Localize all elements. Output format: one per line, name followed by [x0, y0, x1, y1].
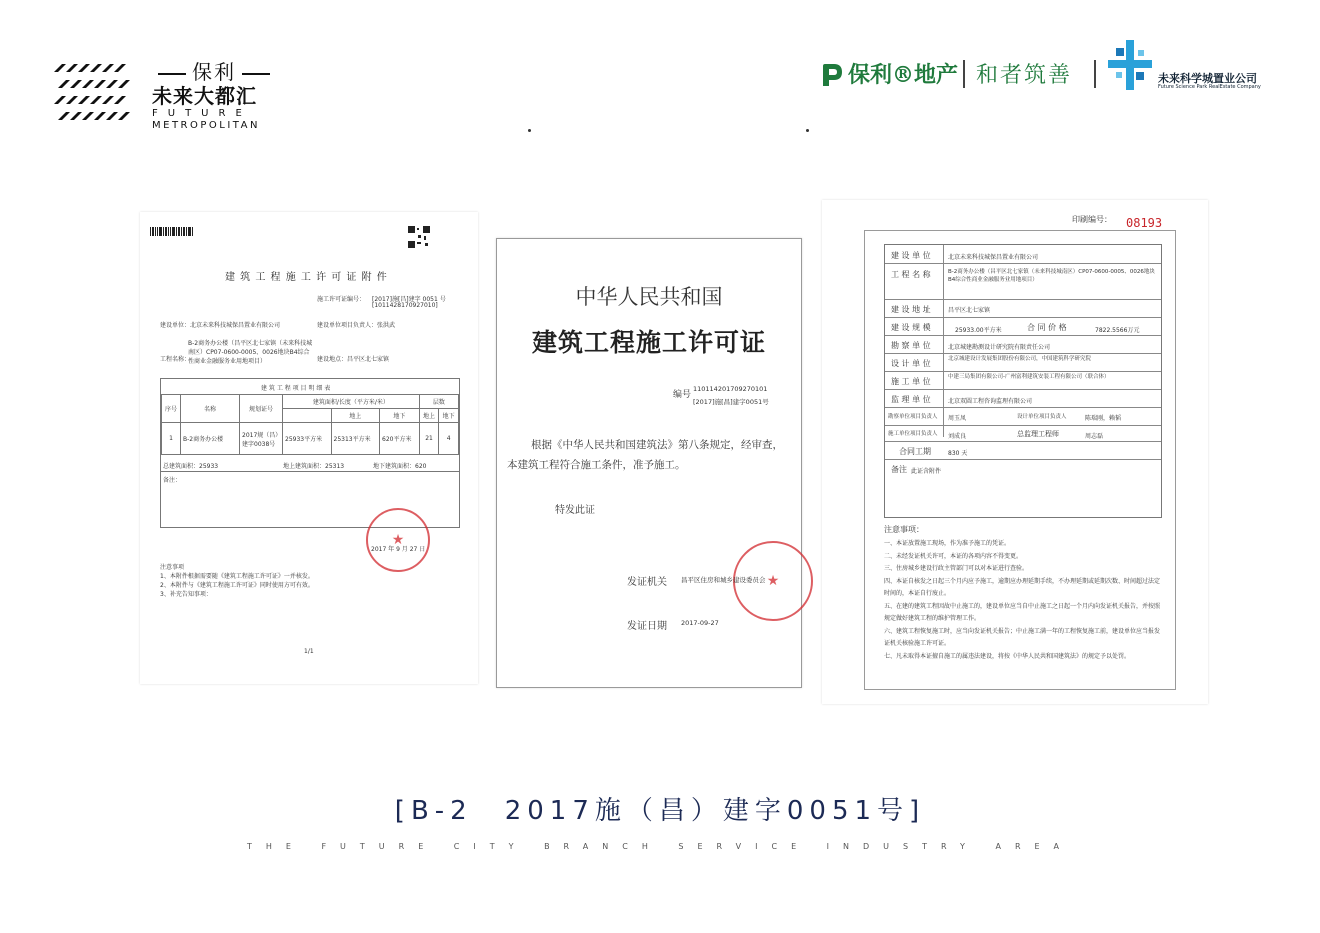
note-item: 一、本证放置施工现场，作为准予施工的凭证。 — [884, 540, 1011, 547]
special-issue-text: 特发此证 — [555, 505, 595, 516]
project-label: 工程名称： — [160, 356, 191, 363]
detail-row-label: 勘 察 单 位 — [891, 341, 931, 350]
table-cell: 4 — [439, 423, 459, 455]
table-cell: 25933平方米 — [283, 423, 332, 455]
design-manager-label: 设计单位项目负责人 — [1017, 414, 1067, 420]
period-label: 合同工期 — [899, 447, 931, 456]
detail-row-value: 中建三局集团有限公司-广州富利建筑安装工程有限公司（联合体） — [948, 374, 1110, 380]
below-area-text: 地下建筑面积：620 — [373, 463, 427, 470]
contract-value: 7822.5566万元 — [1095, 327, 1140, 334]
brand-en-line1: FUTURE — [152, 108, 252, 119]
detail-row-label: 设 计 单 位 — [891, 359, 931, 368]
page-subcaption: THE FUTURE CITY BRANCH SERVICE INDUSTRY AREA — [246, 842, 1074, 851]
table-cell: 620平方米 — [380, 423, 420, 455]
contract-label: 合 同 价 格 — [1027, 323, 1067, 332]
table-header: 地上 — [419, 409, 439, 423]
brand-top-text: 保利 — [152, 56, 276, 85]
detail-row-value: 北京城建勘测设计研究院有限责任公司 — [948, 344, 1051, 351]
issuer-label: 发证机关 — [627, 577, 667, 588]
permit-number-value2: [1011428170927010] — [372, 302, 438, 309]
future-science-name-cn: 未来科学城置业公司 — [1158, 72, 1257, 85]
detail-row-value: B-2商务办公楼（昌平区北七家镇（未来科技城南区）CP07-0600-0005、0026地块B4综合性商业金融服务业用地项目） — [948, 269, 1155, 283]
detail-grid — [161, 394, 459, 455]
permit-detail-document — [822, 200, 1208, 704]
code-label: 编号 — [673, 390, 692, 400]
table-cell: 21 — [419, 423, 439, 455]
detail-row-label: 建 设 地 址 — [891, 305, 931, 314]
header-separator — [963, 60, 965, 88]
period-value: 830 天 — [948, 450, 968, 457]
table-cell: B-2商务办公楼 — [181, 423, 240, 455]
survey-manager-value: 周玉凤 — [948, 415, 967, 422]
remark-value: 此证含附件 — [911, 468, 942, 475]
code-value2: [2017]施[昌]建字0051号 — [693, 398, 769, 406]
table-divider — [161, 471, 459, 472]
detail-row-value: 25933.00平方米 — [955, 327, 1002, 334]
table-header: 地下 — [380, 409, 420, 423]
notes-title: 注意事项 — [160, 564, 185, 571]
note-item: 三、住房城乡建设行政主管部门可以对本证进行查验。 — [884, 565, 1029, 572]
construction-permit-certificate — [496, 238, 802, 688]
poly-mark-icon — [820, 62, 844, 88]
note-item: 五、在建的建筑工程因故中止施工的，建设单位应当自中止施工之日起一个月内向发证机关报告，并按照规定做好建筑工程的维护管理工作。 — [884, 602, 1161, 622]
divider-dot — [806, 129, 809, 132]
code-value: 110114201709270101 — [693, 385, 768, 393]
manager-text: 建设单位项目负责人：张洪武 — [317, 322, 396, 329]
brand-logo-left — [52, 52, 282, 134]
table-header: 层数 — [419, 395, 458, 409]
certificate-title: 建筑工程施工许可证 — [531, 328, 766, 357]
location-text: 建设地点：昌平区北七家镇 — [317, 356, 390, 363]
builder-text: 建设单位：北京未来科技城保昌置业有限公司 — [160, 322, 281, 329]
note-item: 二、未经发证机关许可，本证的各项内容不得变更。 — [884, 552, 1023, 560]
detail-row-value: 昌平区北七家镇 — [948, 307, 991, 314]
note-item: 四、本证自核发之日起三个月内应予施工，逾期应办理延期手续，不办理延期或延期次数、时间超过法定时间的，本证自行废止。 — [884, 577, 1161, 597]
above-area-text: 地上建筑面积：25313 — [283, 463, 345, 470]
detail-row-label: 监 理 单 位 — [891, 395, 931, 404]
slogan-text: 和者筑善 — [976, 63, 1073, 88]
certificate-body: 根据《中华人民共和国建筑法》第八条规定，经审查，本建筑工程符合施工条件，准予施工。 — [507, 439, 783, 471]
table-header — [283, 409, 332, 423]
table-header: 地上 — [331, 409, 380, 423]
build-manager-label: 施工单位项目负责人 — [888, 431, 938, 437]
detail-row-value: 北京城建设计发展集团股份有限公司，中国建筑科学研究院 — [948, 356, 1092, 362]
table-cell: 1 — [162, 423, 181, 455]
page-number: 1/1 — [304, 648, 314, 655]
build-manager-value: 刘成良 — [948, 433, 967, 440]
brand-main-text: 未来大都汇 — [152, 84, 257, 108]
table-header: 规划证号 — [240, 395, 283, 423]
detail-notes-title: 注意事项： — [884, 525, 924, 534]
qr-code-icon — [408, 226, 430, 248]
barcode-icon — [150, 227, 194, 239]
note-item: 七、凡未取得本证擅自施工的属违法建设，将按《中华人民共和国建筑法》的规定予以处罚。 — [884, 652, 1131, 660]
table-cell: 2017规（昌）建字0038号 — [240, 423, 283, 455]
issue-date-value: 2017-09-27 — [681, 619, 719, 627]
permit-number-label: 施工许可证编号： — [317, 296, 366, 303]
issuer-value: 昌平区住房和城乡建设委员会 — [681, 576, 766, 584]
divider-dot — [528, 129, 531, 132]
print-number-value: 08193 — [1126, 216, 1163, 230]
detail-row-label: 施 工 单 位 — [891, 377, 931, 386]
detail-row-value: 北京未来科技城保昌置业有限公司 — [948, 254, 1039, 261]
table-title: 建 筑 工 程 项 目 明 细 表 — [261, 385, 331, 392]
detail-row-value: 北京双圆工程咨询监理有限公司 — [948, 398, 1033, 405]
survey-manager-label: 勘察单位项目负责人 — [888, 414, 938, 420]
detail-outer-border — [864, 230, 1176, 690]
remark-label: 备注 — [891, 465, 907, 474]
note-item: 2、本附件与《建筑工程施工许可证》同时使用方可有效。 — [160, 582, 314, 589]
detail-row-label: 建 设 单 位 — [891, 251, 931, 260]
table-header: 名称 — [181, 395, 240, 423]
remarks-label: 备注： — [163, 477, 182, 484]
country-title: 中华人民共和国 — [575, 285, 723, 309]
poly-name-text: 保利®地产 — [848, 62, 959, 88]
project-name-text: B-2商务办公楼（昌平区北七家镇（未来科技城南区）CP07-0600-0005、0026地块B4综合性商业金融服务业用地项目） — [188, 340, 313, 365]
chief-supervisor-label: 总监理工程师 — [1017, 430, 1059, 438]
page-caption: [B-2 2017施（昌）建字0051号] — [394, 796, 926, 826]
table-header: 建筑面积/长度（平方米/米） — [283, 395, 420, 409]
table-header: 地下 — [439, 409, 459, 423]
table-header: 序号 — [162, 395, 181, 423]
detail-row-label: 工 程 名 称 — [891, 270, 931, 279]
note-item: 3、补充告知事项： — [160, 591, 212, 598]
official-seal-icon — [366, 508, 430, 572]
table-cell: 25313平方米 — [331, 423, 380, 455]
detail-row-label: 建 设 规 模 — [891, 323, 931, 332]
chief-supervisor-value: 周志磊 — [1085, 433, 1104, 440]
brand-logo-right — [818, 38, 1278, 98]
future-science-name-en: Future Science Park RealEstate Company — [1158, 84, 1261, 90]
note-item: 六、建筑工程恢复施工时，应当向发证机关报告；中止施工满一年的工程恢复施工前，建设单位应当报发证机关核验施工许可证。 — [884, 627, 1161, 647]
permit-attachment-document — [140, 212, 478, 684]
print-number-label: 印刷编号： — [1072, 215, 1112, 224]
attachment-title: 建 筑 工 程 施 工 许 可 证 附 件 — [225, 272, 388, 283]
stripes-logo-icon — [52, 58, 134, 128]
stamp-date: 2017 年 9 月 27 日 — [371, 546, 426, 553]
issue-date-label: 发证日期 — [627, 621, 667, 632]
note-item: 1、本附件根据需要随《建筑工程施工许可证》一并核发。 — [160, 573, 314, 580]
total-area-text: 总建筑面积：25933 — [163, 463, 219, 470]
header-separator — [1094, 60, 1096, 88]
brand-en-line2: METROPOLITAN — [152, 120, 260, 131]
permit-number-value: [2017]施[昌]建字 0051 号 — [372, 296, 446, 303]
project-detail-table — [160, 378, 460, 528]
design-manager-value: 陈瑞刚，赖韬 — [1085, 415, 1122, 422]
future-science-mark-icon — [1106, 38, 1154, 92]
